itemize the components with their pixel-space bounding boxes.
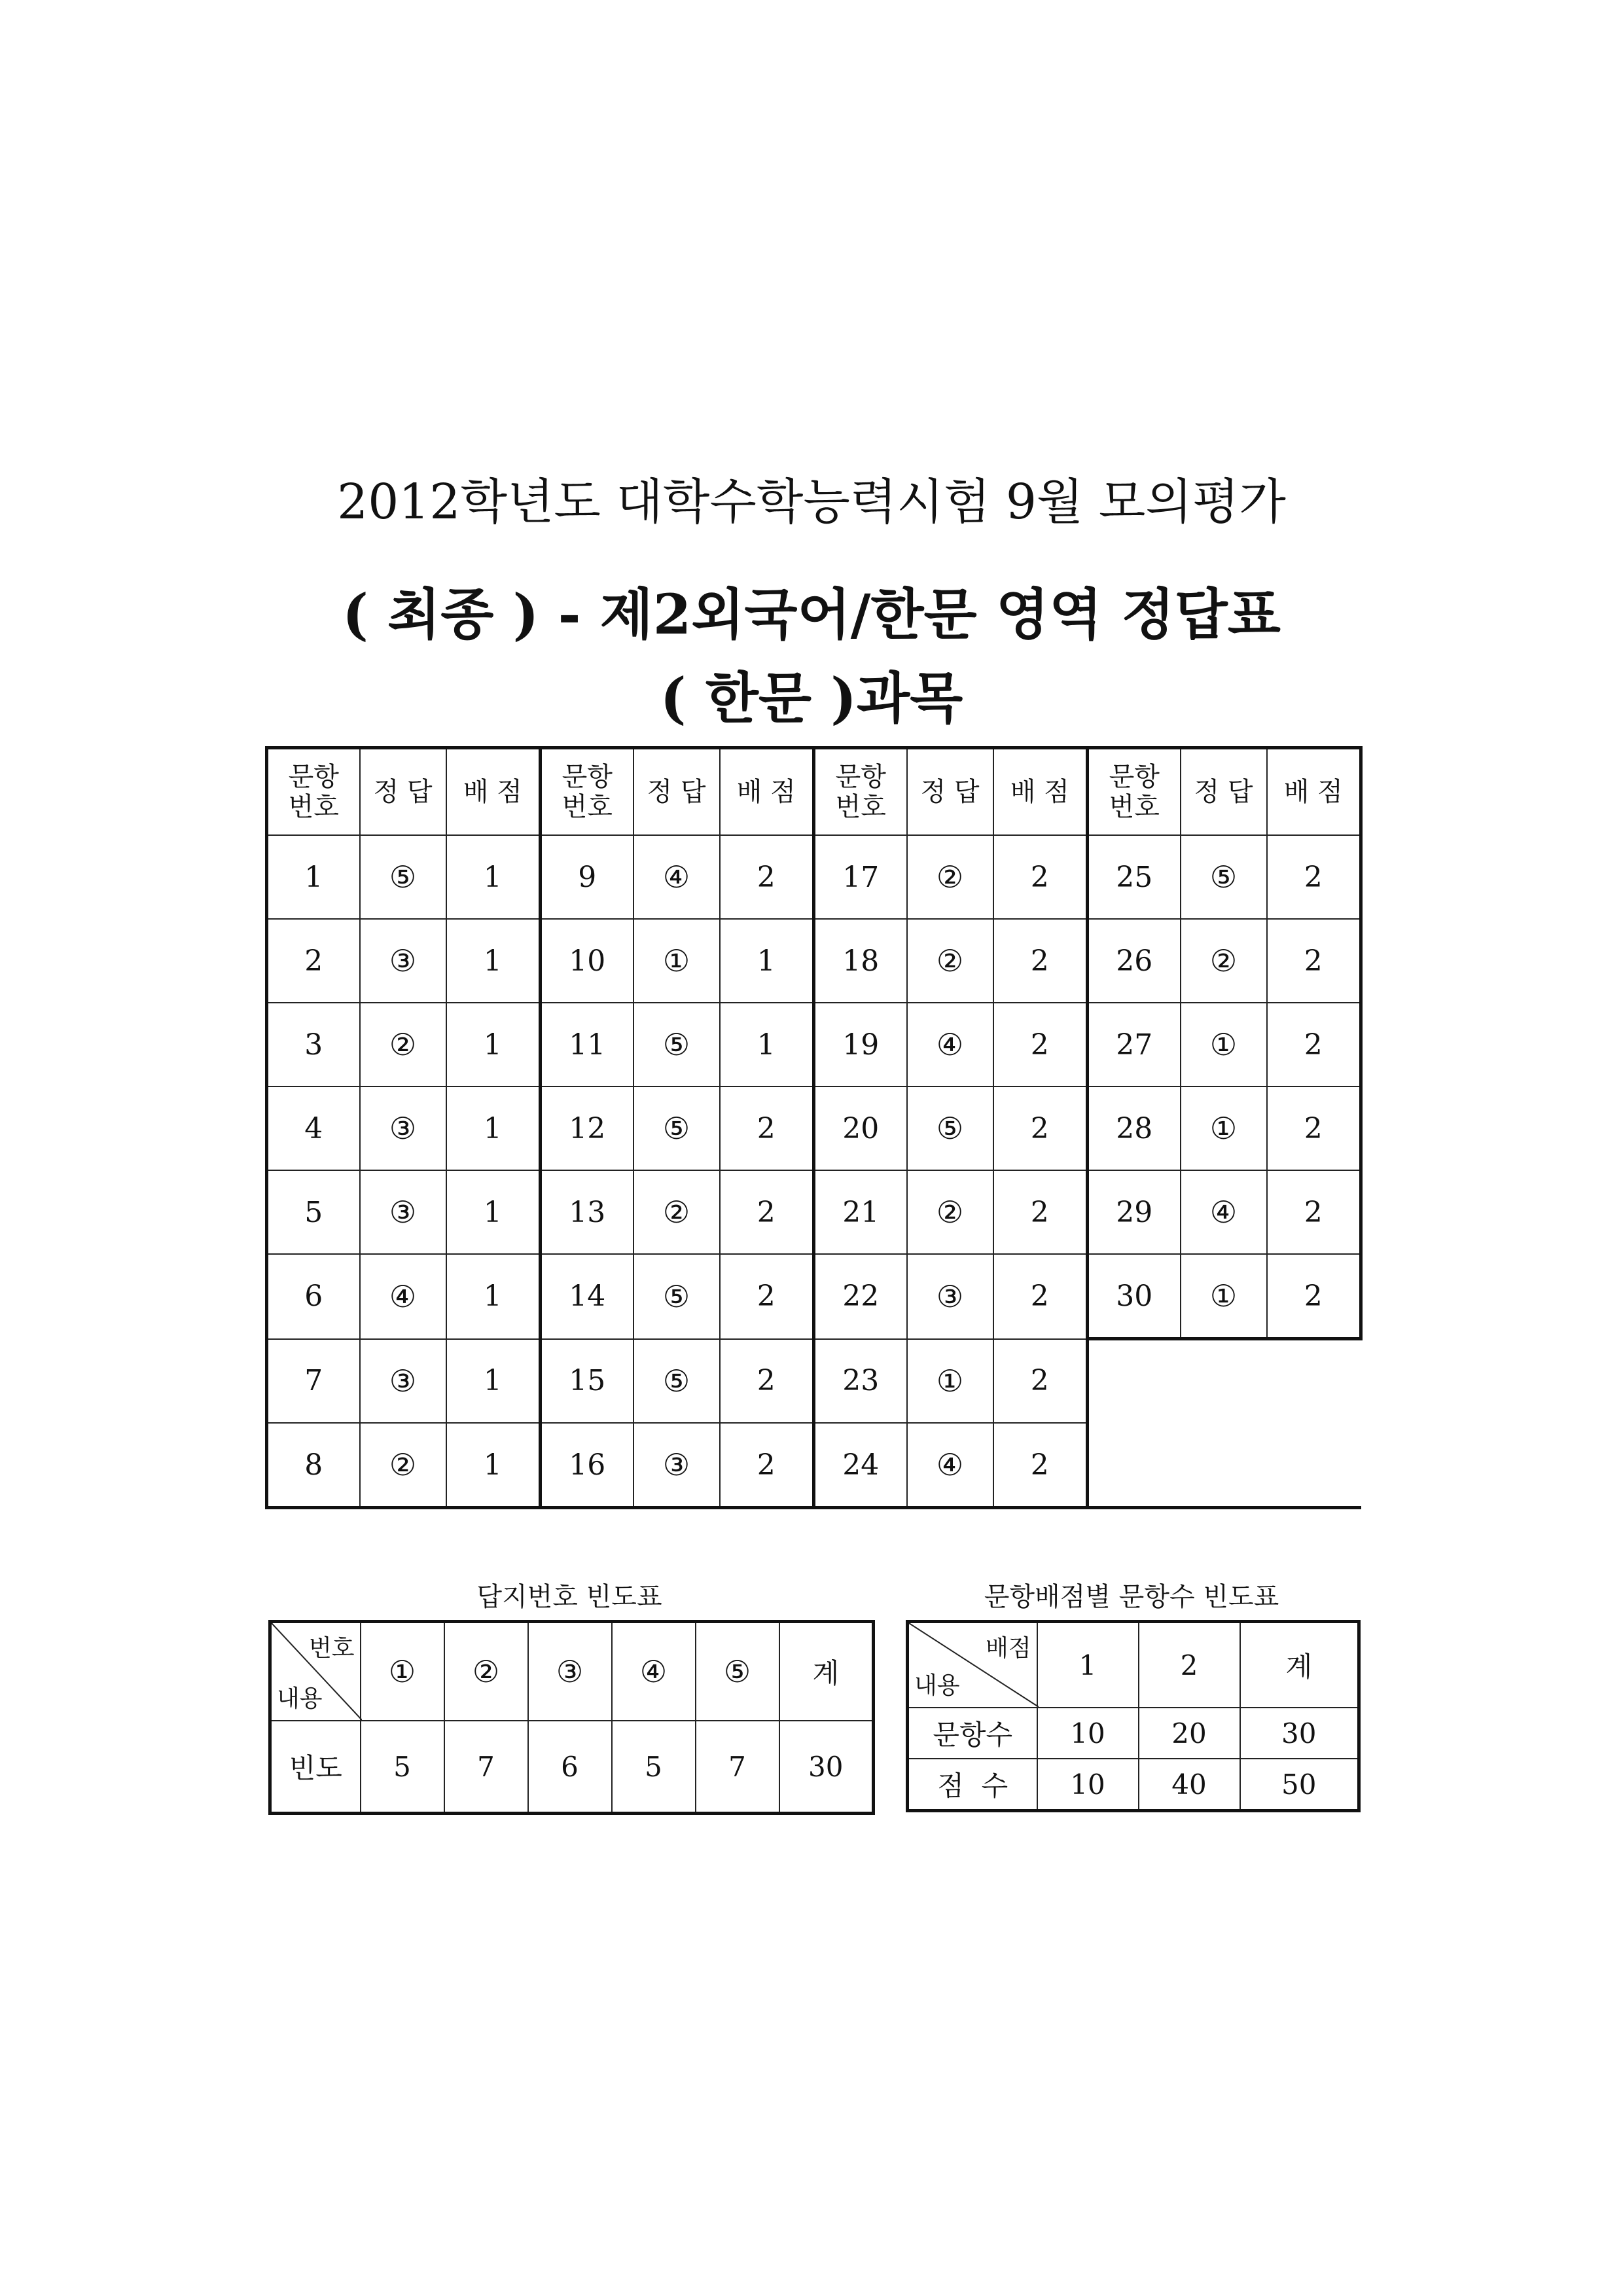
question-number: 9 — [541, 835, 633, 919]
table-row — [267, 835, 1361, 919]
exam-title: 2012학년도 대학수학능력시험 9월 모의평가 — [337, 474, 1286, 530]
header-number-top: 문항 — [835, 762, 886, 792]
header-question-number — [814, 748, 907, 836]
question-number: 20 — [814, 1086, 907, 1170]
frequency-header: ⑤ — [696, 1622, 779, 1721]
empty-cell — [1267, 1423, 1361, 1508]
correct-answer: ⑤ — [1181, 835, 1267, 919]
score-value: 50 — [1240, 1759, 1359, 1811]
frequency-row-label: 빈도 — [270, 1721, 361, 1814]
question-score: 2 — [993, 1254, 1088, 1339]
question-score: 1 — [446, 919, 541, 1003]
table-row — [908, 1759, 1359, 1811]
header-number-top: 문항 — [1109, 762, 1160, 792]
question-score: 2 — [993, 919, 1088, 1003]
question-number: 19 — [814, 1003, 907, 1086]
header-question-number — [1088, 748, 1181, 836]
score-value: 10 — [1037, 1708, 1139, 1759]
question-score: 2 — [720, 1170, 814, 1254]
correct-answer: ③ — [633, 1423, 720, 1508]
table-row — [267, 1423, 1361, 1508]
question-number: 23 — [814, 1339, 907, 1424]
question-score: 2 — [993, 1003, 1088, 1086]
table-row — [908, 1708, 1359, 1759]
question-number: 24 — [814, 1423, 907, 1508]
correct-answer: ③ — [360, 1086, 446, 1170]
header-number-bottom: 번호 — [835, 792, 886, 822]
answer-sheet-title: ( 최종 ) - 제2외국어/한문 영역 정답표 — [342, 582, 1281, 647]
correct-answer: ③ — [360, 1339, 446, 1424]
question-number: 12 — [541, 1086, 633, 1170]
answer-frequency-title: 답지번호 빈도표 — [476, 1582, 662, 1612]
correct-answer: ④ — [633, 835, 720, 919]
correct-answer: ① — [1181, 1003, 1267, 1086]
score-row-label: 점 수 — [908, 1759, 1037, 1811]
question-number: 16 — [541, 1423, 633, 1508]
frequency-value: 6 — [528, 1721, 612, 1814]
question-number: 15 — [541, 1339, 633, 1424]
score-value: 30 — [1240, 1708, 1359, 1759]
header-number-bottom: 번호 — [288, 792, 339, 822]
correct-answer: ① — [1181, 1086, 1267, 1170]
frequency-header: 계 — [779, 1622, 874, 1721]
corner-label-top: 번호 — [308, 1635, 355, 1662]
frequency-value: 7 — [444, 1721, 528, 1814]
table-row — [267, 1170, 1361, 1254]
question-score: 2 — [1267, 1003, 1361, 1086]
frequency-value: 5 — [361, 1721, 444, 1814]
header-number-top: 문항 — [562, 762, 613, 792]
question-number: 3 — [267, 1003, 360, 1086]
header-answer: 정 답 — [633, 748, 720, 836]
question-number: 17 — [814, 835, 907, 919]
question-score: 2 — [1267, 1170, 1361, 1254]
question-score: 2 — [1267, 1254, 1361, 1339]
question-number: 4 — [267, 1086, 360, 1170]
empty-cell — [1088, 1339, 1181, 1424]
header-answer: 정 답 — [360, 748, 446, 836]
question-number: 13 — [541, 1170, 633, 1254]
frequency-header: ① — [361, 1622, 444, 1721]
question-number: 14 — [541, 1254, 633, 1339]
question-score: 2 — [993, 1086, 1088, 1170]
frequency-value: 7 — [696, 1721, 779, 1814]
score-frequency-title: 문항배점별 문항수 빈도표 — [984, 1582, 1279, 1612]
question-number: 27 — [1088, 1003, 1181, 1086]
correct-answer: ⑤ — [633, 1254, 720, 1339]
frequency-header: ③ — [528, 1622, 612, 1721]
question-score: 2 — [1267, 919, 1361, 1003]
corner-label-top: 배점 — [985, 1635, 1031, 1662]
question-score: 2 — [1267, 835, 1361, 919]
question-score: 2 — [720, 1254, 814, 1339]
empty-cell — [1088, 1423, 1181, 1508]
question-number: 18 — [814, 919, 907, 1003]
question-score: 1 — [446, 1339, 541, 1424]
question-number: 21 — [814, 1170, 907, 1254]
score-header: 1 — [1037, 1622, 1139, 1708]
score-value: 20 — [1139, 1708, 1240, 1759]
question-score: 1 — [720, 919, 814, 1003]
header-answer: 정 답 — [907, 748, 993, 836]
score-row-label: 문항수 — [908, 1708, 1037, 1759]
question-number: 11 — [541, 1003, 633, 1086]
question-number: 22 — [814, 1254, 907, 1339]
score-header: 2 — [1139, 1622, 1240, 1708]
correct-answer: ③ — [360, 919, 446, 1003]
question-score: 2 — [993, 1423, 1088, 1508]
empty-cell — [1181, 1339, 1267, 1424]
correct-answer: ② — [633, 1170, 720, 1254]
correct-answer: ② — [907, 1170, 993, 1254]
question-score: 1 — [446, 1170, 541, 1254]
score-header: 계 — [1240, 1622, 1359, 1708]
corner-label-bottom: 내용 — [914, 1672, 960, 1699]
score-corner-cell — [908, 1622, 1037, 1708]
correct-answer: ⑤ — [360, 835, 446, 919]
question-number: 28 — [1088, 1086, 1181, 1170]
frequency-value: 5 — [612, 1721, 696, 1814]
score-value: 10 — [1037, 1759, 1139, 1811]
question-score: 2 — [1267, 1086, 1361, 1170]
answer-table — [265, 746, 1363, 1509]
question-score: 1 — [446, 1003, 541, 1086]
header-score: 배 점 — [720, 748, 814, 836]
correct-answer: ③ — [907, 1254, 993, 1339]
question-number: 7 — [267, 1339, 360, 1424]
correct-answer: ① — [633, 919, 720, 1003]
correct-answer: ④ — [1181, 1170, 1267, 1254]
header-score: 배 점 — [446, 748, 541, 836]
question-number: 25 — [1088, 835, 1181, 919]
header-answer: 정 답 — [1181, 748, 1267, 836]
header-question-number — [541, 748, 633, 836]
question-score: 2 — [993, 835, 1088, 919]
header-question-number — [267, 748, 360, 836]
table-row — [267, 1086, 1361, 1170]
question-score: 2 — [720, 1423, 814, 1508]
score-value: 40 — [1139, 1759, 1240, 1811]
header-score: 배 점 — [993, 748, 1088, 836]
question-number: 30 — [1088, 1254, 1181, 1339]
correct-answer: ② — [360, 1423, 446, 1508]
correct-answer: ② — [907, 835, 993, 919]
empty-cell — [1181, 1423, 1267, 1508]
correct-answer: ② — [1181, 919, 1267, 1003]
correct-answer: ② — [907, 919, 993, 1003]
question-score: 1 — [446, 1423, 541, 1508]
frequency-header: ② — [444, 1622, 528, 1721]
question-number: 2 — [267, 919, 360, 1003]
correct-answer: ① — [907, 1339, 993, 1424]
correct-answer: ⑤ — [633, 1339, 720, 1424]
question-score: 2 — [720, 835, 814, 919]
correct-answer: ⑤ — [633, 1003, 720, 1086]
table-row — [267, 1339, 1361, 1424]
correct-answer: ① — [1181, 1254, 1267, 1339]
question-number: 26 — [1088, 919, 1181, 1003]
correct-answer: ④ — [360, 1254, 446, 1339]
question-number: 6 — [267, 1254, 360, 1339]
header-number-bottom: 번호 — [1109, 792, 1160, 822]
header-number-bottom: 번호 — [562, 792, 613, 822]
correct-answer: ③ — [360, 1170, 446, 1254]
correct-answer: ④ — [907, 1423, 993, 1508]
question-number: 10 — [541, 919, 633, 1003]
empty-cell — [1267, 1339, 1361, 1424]
question-score: 2 — [720, 1339, 814, 1424]
frequency-header: ④ — [612, 1622, 696, 1721]
question-score: 1 — [720, 1003, 814, 1086]
question-number: 8 — [267, 1423, 360, 1508]
question-score: 2 — [720, 1086, 814, 1170]
question-number: 5 — [267, 1170, 360, 1254]
table-row — [267, 1003, 1361, 1086]
question-score: 2 — [993, 1170, 1088, 1254]
header-score: 배 점 — [1267, 748, 1361, 836]
question-number: 29 — [1088, 1170, 1181, 1254]
corner-label-bottom: 내용 — [277, 1685, 323, 1712]
table-row — [267, 919, 1361, 1003]
question-score: 1 — [446, 1086, 541, 1170]
frequency-value: 30 — [779, 1721, 874, 1814]
question-score: 1 — [446, 835, 541, 919]
frequency-corner-cell — [270, 1622, 361, 1721]
answer-frequency-table — [268, 1620, 875, 1815]
table-row — [267, 1254, 1361, 1339]
header-number-top: 문항 — [288, 762, 339, 792]
score-frequency-table — [906, 1620, 1361, 1812]
question-score: 2 — [993, 1339, 1088, 1424]
question-number: 1 — [267, 835, 360, 919]
question-score: 1 — [446, 1254, 541, 1339]
correct-answer: ⑤ — [633, 1086, 720, 1170]
correct-answer: ② — [360, 1003, 446, 1086]
correct-answer: ④ — [907, 1003, 993, 1086]
subject-title: ( 한문 )과목 — [660, 666, 963, 730]
correct-answer: ⑤ — [907, 1086, 993, 1170]
